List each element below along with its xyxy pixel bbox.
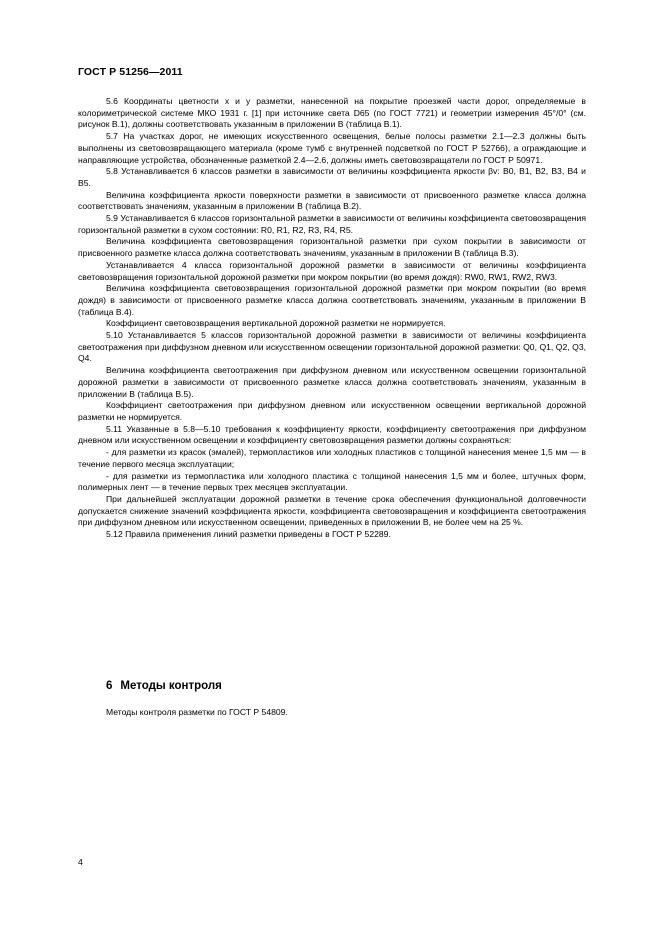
section-text: Методы контроля разметки по ГОСТ Р 54809. xyxy=(106,707,288,717)
paragraph: Величина коэффициента светоотражения при диффузном дневном или искусственном освещении горизонтальной дорожной разметки в зависимости от присвоенного разметке класса должна соответствовать значениям, указанным в приложении В (таблица В.5). xyxy=(78,365,586,399)
paragraph-5-8: 5.8 Устанавливается 6 классов разметки в зависимости от величины коэффициента яркости βv: В0, В1, В2, В3, В4 и В5. xyxy=(78,166,586,188)
paragraph: Величина коэффициента яркости поверхности разметки в зависимости от присвоенного разметке класса должна соответствовать значениям, указанным в приложении В (таблица В.2). xyxy=(78,189,586,212)
section-number: 6 xyxy=(106,680,113,692)
paragraph: При дальнейшей эксплуатации дорожной разметки в течение срока обеспечения функциональной долговечности допускается снижение значений коэффициента яркости, коэффициента световозвращения и коэффициента светоотражения при диффузном дневном или искусственном освещении, приведенных в приложении В, не более чем на 25 %. xyxy=(78,493,586,528)
document-header: ГОСТ Р 51256—2011 xyxy=(78,66,183,78)
paragraph-5-12: 5.12 Правила применения линий разметки приведены в ГОСТ Р 52289. xyxy=(106,529,391,540)
paragraph: Коэффициент световозвращения вертикальной дорожной разметки не нормируется. xyxy=(106,318,446,329)
section-heading xyxy=(106,680,222,692)
paragraph: Величина коэффициента световозвращения горизонтальной разметки при сухом покрытии в зависимости от присвоенного разметке класса должна соответствовать значениям, указанным в приложении В (таблица В.3). xyxy=(78,236,586,259)
paragraph-5-6: 5.6 Координаты цветности x и y разметки, нанесенной на покрытие проезжей части дорог, определяемые в колориметрической системе МКО 1931 г. [1] при источнике света D65 (по ГОСТ 7721) и геометрии измерения 45°/0° (см. рисунок В.1), должны соответствовать указанным в приложении В (таблица В.1). xyxy=(78,96,586,130)
paragraph-5-10: 5.10 Устанавливается 5 классов горизонтальной дорожной разметки в зависимости от величины коэффициента светоотражения при диффузном дневном или искусственном освещении горизонтальной дорожной разметки: Q0, Q1, Q2, Q3, Q4. xyxy=(78,330,586,364)
paragraph: Коэффициент светоотражения при диффузном дневном или искусственном освещении вертикальной дорожной разметки не нормируется. xyxy=(78,400,586,422)
paragraph-5-11: 5.11 Указанные в 5.8—5.10 требования к коэффициенту яркости, коэффициенту светоотражения при диффузном дневном или искусственном освещении и коэффициенту световозвращения разметки должны сохраняться: xyxy=(78,423,586,446)
list-item: - для разметки из красок (эмалей), термопластиков или холодных пластиков с толщиной нанесения менее 1,5 мм — в течение первого месяца эксплуатации; xyxy=(78,447,586,469)
paragraph-5-9: 5.9 Устанавливается 6 классов горизонтальной разметки в зависимости от величины коэффициента световозвращения горизонтальной разметки в сухом состоянии: R0, R1, R2, R3, R4, R5. xyxy=(78,213,586,235)
section-title: Методы контроля xyxy=(120,680,222,692)
page-number: 4 xyxy=(78,857,83,867)
list-item: - для разметки из термопластика или холодного пластика с толщиной нанесения 1,5 мм и более, штучных форм, полимерных лент — в течение первых трех месяцев эксплуатации. xyxy=(78,470,586,493)
document-body xyxy=(78,96,586,541)
paragraph: Устанавливается 4 класса горизонтальной дорожной разметки в зависимости от величины коэффициента световозвращения горизонтальной дорожной разметки при мокром покрытии (во время дождя): RW0, RW1, RW2, RW3. xyxy=(78,259,586,282)
paragraph-5-7: 5.7 На участках дорог, не имеющих искусственного освещения, белые полосы разметки 2.1—2.3 должны быть выполнены из световозвращающего материала (кроме тумб с внутренней подсветкой по ГОСТ Р 52766), а ограждающие и направляющие устройства, обозначенные разметкой 2.4—2.6, должны иметь световозвращатели по ГОСТ Р 50971. xyxy=(78,131,586,165)
paragraph: Величина коэффициента световозвращения горизонтальной дорожной разметки при мокром покрытии (во время дождя) в зависимости от присвоенного разметке класса должна соответствовать значениям, указанным в приложении В (таблица В.4). xyxy=(78,283,586,317)
